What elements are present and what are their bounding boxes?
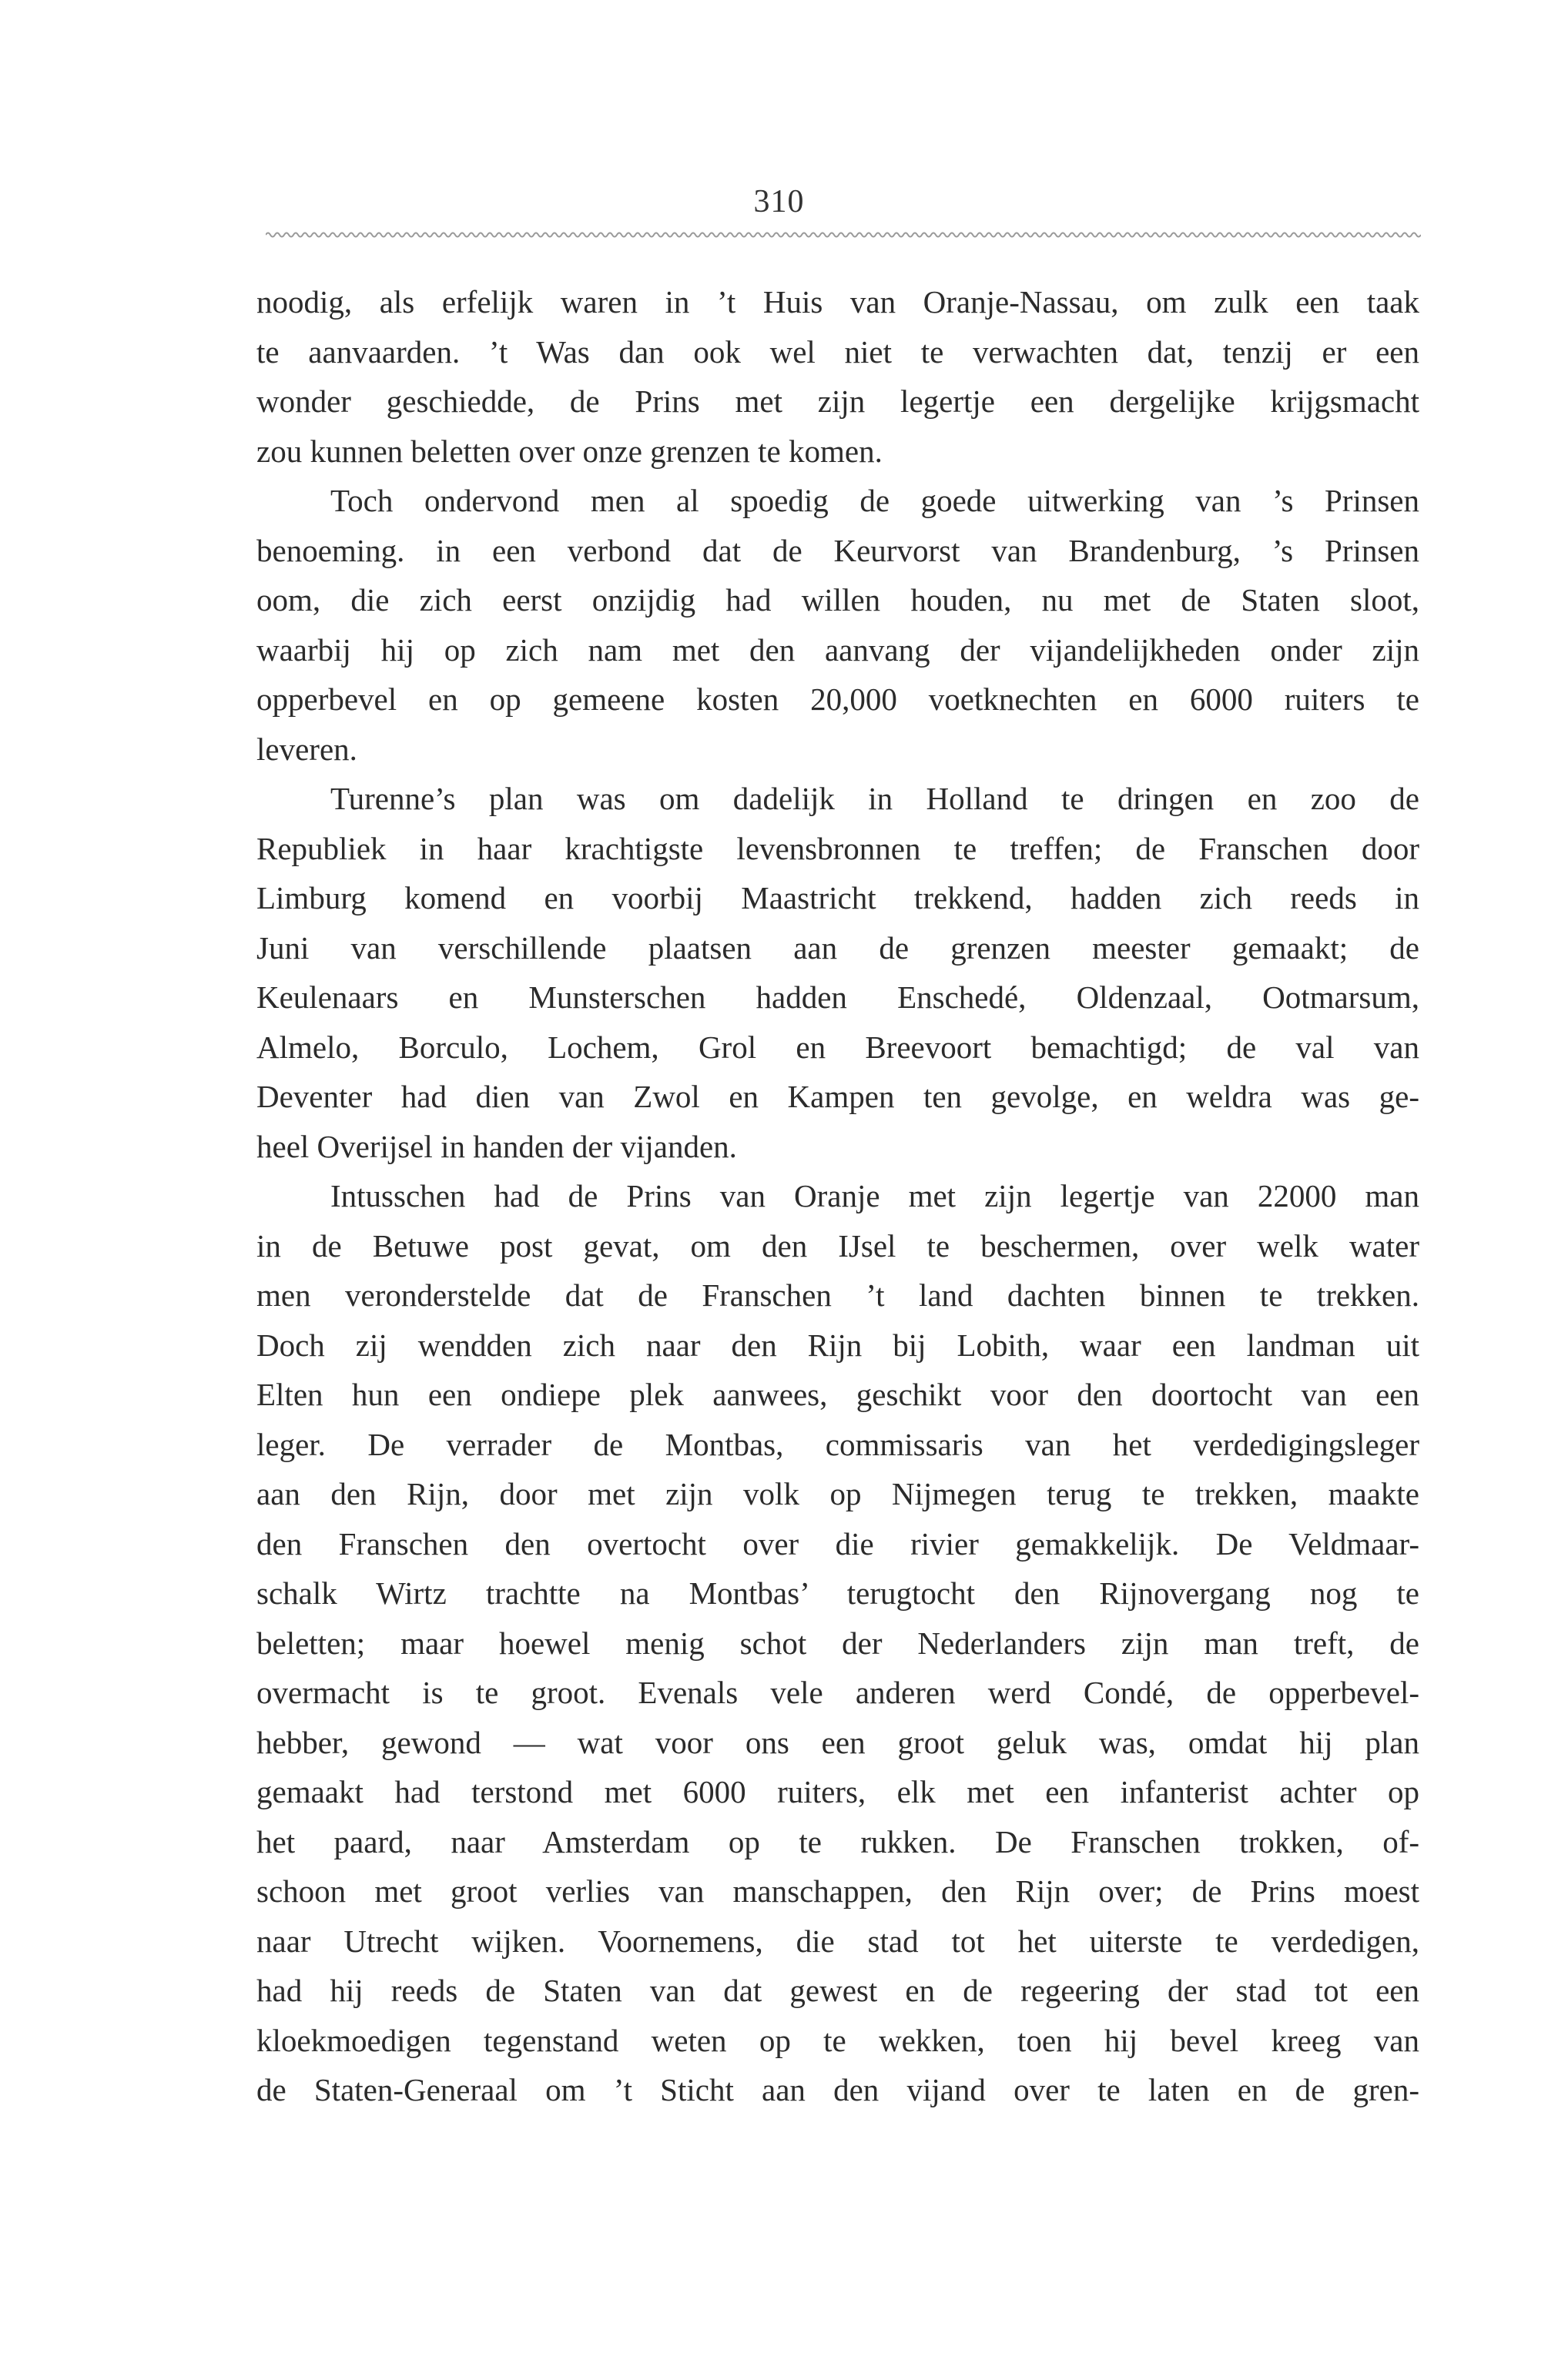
- text-line: hebber, gewond — wat voor ons een groot geluk was, omdat hij plan: [256, 1724, 1419, 1760]
- text-line: kloekmoedigen tegenstand weten op te wekken, toen hij bevel kreeg van: [256, 2022, 1419, 2058]
- text-line: Almelo, Borculo, Lochem, Grol en Breevoort bemachtigd; de val van: [256, 1029, 1419, 1065]
- text-line: opperbevel en op gemeene kosten 20,000 voetknechten en 6000 ruiters te: [256, 681, 1419, 717]
- text-line: Deventer had dien van Zwol en Kampen ten gevolge, en weldra was ge-: [256, 1079, 1419, 1114]
- text-line: schoon met groot verlies van manschappen, den Rijn over; de Prins moest: [256, 1873, 1419, 1909]
- page-number: 310: [753, 184, 805, 219]
- text-line: gemaakt had terstond met 6000 ruiters, elk met een infanterist achter op: [256, 1774, 1419, 1809]
- text-line: Republiek in haar krachtigste levensbronnen te treffen; de Franschen door: [256, 830, 1419, 866]
- text-line: in de Betuwe post gevat, om den IJsel te beschermen, over welk water: [256, 1227, 1419, 1264]
- text-line: benoeming. in een verbond dat de Keurvorst van Brandenburg, ’s Prinsen: [256, 532, 1419, 568]
- text-line: Juni van verschillende plaatsen aan de grenzen meester gemaakt; de: [256, 929, 1419, 966]
- text-line: Limburg komend en voorbij Maastricht trekkend, hadden zich reeds in: [256, 880, 1419, 916]
- text-line: Turenne’s plan was om dadelijk in Holland te dringen en zoo de: [330, 781, 1419, 816]
- text-line: Elten hun een ondiepe plek aanwees, geschikt voor den doortocht van een: [256, 1377, 1419, 1412]
- text-line: had hij reeds de Staten van dat gewest en de regeering der stad tot een: [256, 1973, 1419, 2008]
- body-text: [256, 277, 1419, 2115]
- text-line: waarbij hij op zich nam met den aanvang der vijandelijkheden onder zijn: [256, 631, 1419, 668]
- text-line: Keulenaars en Munsterschen hadden Enschedé, Oldenzaal, Ootmarsum,: [256, 979, 1419, 1015]
- text-line: Doch zij wendden zich naar den Rijn bij Lobith, waar een landman uit: [256, 1327, 1419, 1363]
- text-line: de Staten-Generaal om ’t Sticht aan den vijand over te laten en de gren-: [256, 2072, 1419, 2107]
- text-line: aan den Rijn, door met zijn volk op Nijmegen terug te trekken, maakte: [256, 1476, 1419, 1511]
- text-line: leger. De verrader de Montbas, commissaris van het verdedigingsleger: [256, 1426, 1419, 1462]
- text-line: schalk Wirtz trachtte na Montbas’ terugtocht den Rijnovergang nog te: [256, 1575, 1419, 1611]
- text-line: den Franschen den overtocht over die rivier gemakkelijk. De Veldmaar-: [256, 1525, 1419, 1562]
- text-line: naar Utrecht wijken. Voornemens, die stad tot het uiterste te verdedigen,: [256, 1923, 1419, 1959]
- text-line: noodig, als erfelijk waren in ’t Huis van Oranje-Nassau, om zulk een taak: [256, 284, 1419, 320]
- text-line: te aanvaarden. ’t Was dan ook wel niet te verwachten dat, tenzij er een: [256, 333, 1419, 370]
- text-line: heel Overijsel in handen der vijanden.: [256, 1128, 737, 1164]
- text-line: het paard, naar Amsterdam op te rukken. De Franschen trokken, of-: [256, 1823, 1419, 1859]
- text-line: men veronderstelde dat de Franschen ’t land dachten binnen te trekken.: [256, 1277, 1419, 1313]
- decorative-rule: [266, 229, 1421, 240]
- text-line: overmacht is te groot. Evenals vele anderen werd Condé, de opperbevel-: [256, 1675, 1419, 1710]
- text-line: Intusschen had de Prins van Oranje met zijn legertje van 22000 man: [330, 1178, 1419, 1213]
- text-line: leveren.: [256, 731, 357, 767]
- text-line: zou kunnen beletten over onze grenzen te komen.: [256, 433, 883, 469]
- text-line: beletten; maar hoewel menig schot der Nederlanders zijn man treft, de: [256, 1625, 1419, 1661]
- text-line: wonder geschiedde, de Prins met zijn legertje een dergelijke krijgsmacht: [256, 383, 1419, 419]
- text-line: oom, die zich eerst onzijdig had willen houden, nu met de Staten sloot,: [256, 582, 1419, 618]
- text-line: Toch ondervond men al spoedig de goede uitwerking van ’s Prinsen: [330, 483, 1419, 518]
